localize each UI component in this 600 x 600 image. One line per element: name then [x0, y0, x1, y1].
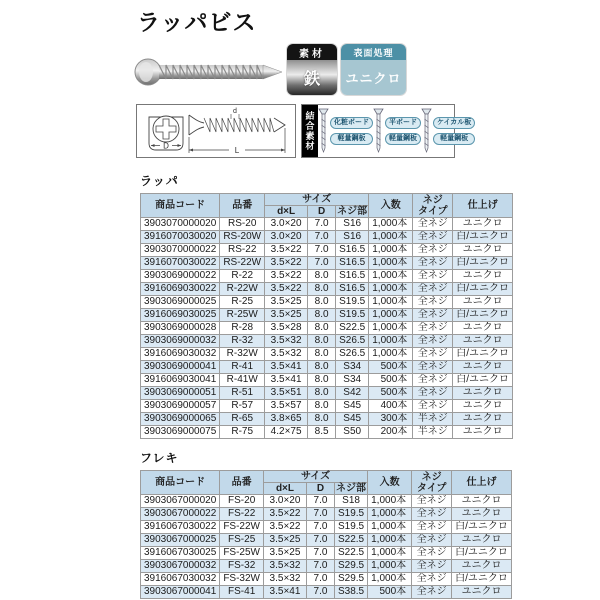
- table-cell: R-41: [220, 361, 265, 374]
- table-cell: 1,000本: [369, 309, 413, 322]
- table-row: [141, 231, 513, 244]
- fureki-table: [140, 470, 512, 599]
- table-cell: 400本: [369, 400, 413, 413]
- table-cell: 7.0: [308, 231, 336, 244]
- table-row: [141, 573, 512, 586]
- col-header-finish: 仕上げ: [452, 471, 512, 495]
- table-cell: 3903067000025: [141, 534, 220, 547]
- col-header-thread: ネジ部: [336, 483, 367, 494]
- table-cell: R-28: [220, 322, 265, 335]
- table-cell: 1,000本: [368, 547, 412, 560]
- vertical-screw-icon: [373, 108, 384, 154]
- table-cell: 3903067000022: [141, 508, 220, 521]
- table-cell: 全ネジ: [412, 534, 452, 547]
- table-cell: 7.0: [306, 495, 334, 508]
- table-row: [141, 521, 512, 534]
- table-cell: 3903069000028: [141, 322, 220, 335]
- material-badge: [287, 44, 337, 95]
- table-cell: S42: [336, 387, 369, 400]
- table-cell: 1,000本: [369, 244, 413, 257]
- table-cell: 3.5×25: [263, 547, 306, 560]
- table-cell: 3903067000020: [141, 495, 220, 508]
- table-cell: 3.5×41: [265, 374, 308, 387]
- table-cell: 1,000本: [369, 270, 413, 283]
- table-cell: S22.5: [334, 534, 367, 547]
- table-cell: 全ネジ: [412, 547, 452, 560]
- table-cell: ユニクロ: [453, 322, 513, 335]
- table-cell: 3903067000041: [141, 586, 220, 599]
- col-header-d: D: [308, 206, 336, 218]
- col-header-type: ネジ タイプ: [412, 471, 452, 495]
- table-cell: S16.5: [336, 270, 369, 283]
- table-cell: 全ネジ: [413, 309, 453, 322]
- table-row: [141, 309, 513, 322]
- table-cell: 4.2×75: [265, 426, 308, 439]
- rappa-table-title: ラッパ: [140, 174, 179, 188]
- table-cell: 1,000本: [369, 218, 413, 231]
- table-row: [141, 508, 512, 521]
- table-cell: 白/ユニクロ: [453, 231, 513, 244]
- table-cell: 全ネジ: [413, 257, 453, 270]
- table-cell: 全ネジ: [412, 521, 452, 534]
- table-cell: 白/ユニクロ: [452, 521, 512, 534]
- fureki-section: [140, 449, 512, 599]
- table-row: [141, 400, 513, 413]
- table-cell: 全ネジ: [413, 244, 453, 257]
- table-cell: 3.8×65: [265, 413, 308, 426]
- table-cell: 3.0×20: [265, 218, 308, 231]
- table-cell: 500本: [368, 586, 412, 599]
- table-cell: ユニクロ: [453, 400, 513, 413]
- table-cell: 全ネジ: [412, 573, 452, 586]
- table-cell: 7.0: [306, 586, 334, 599]
- table-cell: R-41W: [220, 374, 265, 387]
- table-cell: 500本: [369, 374, 413, 387]
- col-header-type: ネジ タイプ: [413, 194, 453, 218]
- col-header-qty: 入数: [369, 194, 413, 218]
- table-cell: ユニクロ: [453, 426, 513, 439]
- header-row: [141, 194, 513, 206]
- table-cell: 7.0: [308, 257, 336, 270]
- table-cell: 3916069030022: [141, 283, 220, 296]
- table-cell: 1,000本: [369, 283, 413, 296]
- table-row: [141, 361, 513, 374]
- table-cell: 3.5×22: [265, 270, 308, 283]
- table-cell: 500本: [369, 387, 413, 400]
- table-cell: 白/ユニクロ: [453, 348, 513, 361]
- table-cell: 1,000本: [368, 573, 412, 586]
- col-header-d: D: [306, 483, 334, 495]
- table-cell: FS-25: [220, 534, 264, 547]
- table-cell: 全ネジ: [412, 508, 452, 521]
- table-cell: 8.0: [308, 374, 336, 387]
- table-cell: 3903069000032: [141, 335, 220, 348]
- joint-materials-panel: [301, 104, 472, 158]
- table-row: [141, 244, 513, 257]
- table-cell: 全ネジ: [413, 322, 453, 335]
- table-cell: 200本: [369, 426, 413, 439]
- table-cell: S16: [336, 231, 369, 244]
- col-header-code: 商品コード: [141, 194, 220, 218]
- table-cell: S45: [336, 413, 369, 426]
- joint-chip-top: 平ボード: [385, 117, 421, 129]
- table-cell: 8.0: [308, 322, 336, 335]
- diagram-label-D: D: [163, 141, 169, 151]
- table-row: [141, 426, 513, 439]
- table-cell: S38.5: [334, 586, 367, 599]
- table-cell: 全ネジ: [413, 270, 453, 283]
- table-cell: 1,000本: [369, 335, 413, 348]
- table-cell: 3916070030020: [141, 231, 220, 244]
- vertical-screw-icon: [421, 108, 432, 154]
- table-cell: 全ネジ: [413, 387, 453, 400]
- table-cell: 1,000本: [369, 296, 413, 309]
- table-cell: 全ネジ: [413, 400, 453, 413]
- table-cell: R-25: [220, 296, 265, 309]
- surface-badge-value: ユニクロ: [341, 60, 406, 95]
- table-row: [141, 387, 513, 400]
- table-cell: 白/ユニクロ: [453, 309, 513, 322]
- table-cell: FS-32: [220, 560, 264, 573]
- table-cell: 7.0: [306, 573, 334, 586]
- table-cell: 8.0: [308, 270, 336, 283]
- table-cell: 半ネジ: [413, 426, 453, 439]
- table-cell: 3.5×32: [263, 560, 306, 573]
- table-cell: 3903069000025: [141, 296, 220, 309]
- table-cell: 3.5×22: [263, 508, 306, 521]
- table-cell: FS-22W: [220, 521, 264, 534]
- table-cell: 全ネジ: [413, 361, 453, 374]
- table-cell: S22.5: [336, 322, 369, 335]
- table-cell: R-32: [220, 335, 265, 348]
- table-cell: ユニクロ: [452, 508, 512, 521]
- table-cell: S16.5: [336, 244, 369, 257]
- col-header-part: 品番: [220, 471, 264, 495]
- table-cell: 7.0: [308, 244, 336, 257]
- table-cell: RS-22W: [220, 257, 265, 270]
- table-row: [141, 335, 513, 348]
- table-cell: 3916069030032: [141, 348, 220, 361]
- table-cell: 1,000本: [368, 560, 412, 573]
- joint-group: [373, 108, 421, 154]
- table-cell: FS-25W: [220, 547, 264, 560]
- surface-badge-label: 表面処理: [341, 44, 406, 60]
- table-cell: 3.5×25: [265, 296, 308, 309]
- table-cell: ユニクロ: [452, 560, 512, 573]
- table-row: [141, 413, 513, 426]
- table-cell: ユニクロ: [452, 534, 512, 547]
- table-row: [141, 560, 512, 573]
- table-cell: 3.5×32: [265, 335, 308, 348]
- table-cell: 8.0: [308, 335, 336, 348]
- table-cell: 3.5×32: [263, 573, 306, 586]
- screw-photo: [133, 51, 285, 93]
- table-row: [141, 348, 513, 361]
- table-cell: S16.5: [336, 283, 369, 296]
- material-badge-label: 素材: [287, 44, 337, 60]
- col-header-size: サイズ: [265, 194, 369, 206]
- table-cell: 3903070000022: [141, 244, 220, 257]
- surface-badge: [341, 44, 406, 95]
- table-cell: 半ネジ: [413, 413, 453, 426]
- table-cell: FS-32W: [220, 573, 264, 586]
- table-cell: 1,000本: [369, 257, 413, 270]
- table-cell: 白/ユニクロ: [453, 374, 513, 387]
- col-header-size: サイズ: [263, 471, 367, 483]
- joint-group: [421, 108, 475, 154]
- rappa-table: [140, 193, 513, 439]
- table-cell: S45: [336, 400, 369, 413]
- table-cell: ユニクロ: [453, 335, 513, 348]
- table-cell: R-75: [220, 426, 265, 439]
- table-cell: ユニクロ: [453, 270, 513, 283]
- table-cell: 300本: [369, 413, 413, 426]
- table-cell: S19.5: [336, 296, 369, 309]
- table-cell: 8.0: [308, 361, 336, 374]
- table-cell: 1,000本: [368, 534, 412, 547]
- header-row: [141, 471, 512, 483]
- col-header-dxl: d×L: [263, 483, 306, 495]
- joint-chip-top: ケイカル板: [433, 117, 475, 129]
- table-row: [141, 270, 513, 283]
- col-header-qty: 入数: [368, 471, 412, 495]
- table-cell: 全ネジ: [413, 348, 453, 361]
- table-cell: 1,000本: [369, 322, 413, 335]
- table-cell: S29.5: [334, 560, 367, 573]
- joint-groups: [318, 105, 475, 157]
- table-cell: 3903070000020: [141, 218, 220, 231]
- table-cell: S50: [336, 426, 369, 439]
- rappa-section: [140, 172, 513, 439]
- table-cell: R-65: [220, 413, 265, 426]
- table-row: [141, 374, 513, 387]
- col-header-code: 商品コード: [141, 471, 220, 495]
- table-cell: S34: [336, 374, 369, 387]
- table-cell: S18: [334, 495, 367, 508]
- table-cell: S19.5: [334, 508, 367, 521]
- table-cell: FS-20: [220, 495, 264, 508]
- diagram-label-d: d: [233, 108, 237, 115]
- table-cell: 1,000本: [368, 495, 412, 508]
- table-cell: 3.5×57: [265, 400, 308, 413]
- fureki-table-title: フレキ: [140, 451, 179, 465]
- table-cell: 白/ユニクロ: [453, 257, 513, 270]
- table-cell: 3.5×28: [265, 322, 308, 335]
- joint-chip-bottom: 軽量鋼板: [433, 133, 475, 145]
- table-row: [141, 534, 512, 547]
- table-cell: 3903069000022: [141, 270, 220, 283]
- table-cell: 8.0: [308, 387, 336, 400]
- joint-materials-label: 結合素材: [302, 105, 318, 157]
- col-header-finish: 仕上げ: [453, 194, 513, 218]
- table-cell: 8.0: [308, 413, 336, 426]
- table-cell: R-22W: [220, 283, 265, 296]
- table-cell: ユニクロ: [453, 387, 513, 400]
- table-cell: 3916069030025: [141, 309, 220, 322]
- table-cell: S19.5: [334, 521, 367, 534]
- table-cell: 8.0: [308, 400, 336, 413]
- material-badge-value: 鉄: [287, 60, 337, 95]
- table-row: [141, 283, 513, 296]
- table-cell: R-57: [220, 400, 265, 413]
- table-cell: ユニクロ: [453, 361, 513, 374]
- table-cell: R-25W: [220, 309, 265, 322]
- col-header-dxl: d×L: [265, 206, 308, 218]
- joint-chip-bottom: 軽量鋼板: [330, 133, 373, 145]
- table-cell: 3916067030025: [141, 547, 220, 560]
- table-cell: 全ネジ: [413, 218, 453, 231]
- table-cell: S26.5: [336, 348, 369, 361]
- table-cell: 3.5×25: [263, 534, 306, 547]
- table-cell: 1,000本: [368, 508, 412, 521]
- table-cell: 8.0: [308, 309, 336, 322]
- table-cell: 3916067030032: [141, 573, 220, 586]
- table-cell: 1,000本: [369, 348, 413, 361]
- table-cell: RS-20W: [220, 231, 265, 244]
- table-cell: 全ネジ: [412, 586, 452, 599]
- table-cell: 3903069000065: [141, 413, 220, 426]
- table-cell: FS-41: [220, 586, 264, 599]
- table-cell: ユニクロ: [453, 413, 513, 426]
- table-cell: 7.0: [306, 560, 334, 573]
- table-cell: S34: [336, 361, 369, 374]
- table-cell: R-51: [220, 387, 265, 400]
- table-cell: 全ネジ: [412, 560, 452, 573]
- table-cell: 3.0×20: [263, 495, 306, 508]
- col-header-thread: ネジ部: [337, 206, 368, 217]
- table-cell: 3.5×32: [265, 348, 308, 361]
- table-cell: 8.5: [308, 426, 336, 439]
- table-cell: 3.5×41: [263, 586, 306, 599]
- table-cell: R-22: [220, 270, 265, 283]
- table-cell: S16: [336, 218, 369, 231]
- table-cell: 白/ユニクロ: [452, 573, 512, 586]
- table-cell: 7.0: [306, 521, 334, 534]
- table-cell: 3903067000032: [141, 560, 220, 573]
- table-cell: 3.5×41: [265, 361, 308, 374]
- table-cell: 7.0: [308, 218, 336, 231]
- table-row: [141, 218, 513, 231]
- table-cell: 3.5×22: [265, 283, 308, 296]
- table-cell: 白/ユニクロ: [453, 283, 513, 296]
- table-cell: 3903069000041: [141, 361, 220, 374]
- page-title: ラッパビス: [137, 9, 257, 35]
- table-cell: 7.0: [306, 547, 334, 560]
- table-cell: 全ネジ: [412, 495, 452, 508]
- table-cell: S19.5: [336, 309, 369, 322]
- table-cell: 全ネジ: [413, 374, 453, 387]
- table-cell: ユニクロ: [452, 495, 512, 508]
- table-cell: 1,000本: [369, 231, 413, 244]
- table-cell: ユニクロ: [453, 244, 513, 257]
- table-cell: 3903069000075: [141, 426, 220, 439]
- table-row: [141, 257, 513, 270]
- table-cell: 500本: [369, 361, 413, 374]
- table-cell: FS-22: [220, 508, 264, 521]
- table-cell: ユニクロ: [453, 296, 513, 309]
- table-cell: 全ネジ: [413, 283, 453, 296]
- table-cell: 3916070030022: [141, 257, 220, 270]
- table-cell: S29.5: [334, 573, 367, 586]
- table-cell: 8.0: [308, 283, 336, 296]
- table-cell: 3.5×22: [265, 257, 308, 270]
- table-cell: R-32W: [220, 348, 265, 361]
- table-row: [141, 322, 513, 335]
- diagram-label-L: L: [234, 146, 240, 155]
- table-cell: 8.0: [308, 348, 336, 361]
- table-cell: 全ネジ: [413, 296, 453, 309]
- table-cell: 全ネジ: [413, 335, 453, 348]
- table-cell: 8.0: [308, 296, 336, 309]
- table-cell: ユニクロ: [452, 586, 512, 599]
- col-header-part: 品番: [220, 194, 265, 218]
- table-cell: 3916067030022: [141, 521, 220, 534]
- table-cell: 3903069000051: [141, 387, 220, 400]
- table-cell: RS-20: [220, 218, 265, 231]
- table-cell: 3.5×22: [263, 521, 306, 534]
- vertical-screw-icon: [318, 108, 329, 154]
- table-cell: ユニクロ: [453, 218, 513, 231]
- table-cell: 3903069000057: [141, 400, 220, 413]
- table-cell: 白/ユニクロ: [452, 547, 512, 560]
- joint-chip-top: 化粧ボード: [330, 117, 373, 129]
- table-cell: S22.5: [334, 547, 367, 560]
- table-cell: RS-22: [220, 244, 265, 257]
- table-cell: 3916069030041: [141, 374, 220, 387]
- table-row: [141, 586, 512, 599]
- table-row: [141, 495, 512, 508]
- table-cell: 7.0: [306, 534, 334, 547]
- table-cell: S26.5: [336, 335, 369, 348]
- table-cell: 3.5×51: [265, 387, 308, 400]
- table-cell: 1,000本: [368, 521, 412, 534]
- table-cell: S16.5: [336, 257, 369, 270]
- joint-group: [318, 108, 373, 154]
- table-cell: 全ネジ: [413, 231, 453, 244]
- table-cell: 3.5×22: [265, 244, 308, 257]
- table-cell: 7.0: [306, 508, 334, 521]
- table-cell: 3.5×25: [265, 309, 308, 322]
- table-row: [141, 547, 512, 560]
- dimension-diagram: [136, 104, 296, 158]
- table-cell: 3.0×20: [265, 231, 308, 244]
- joint-chip-bottom: 軽量鋼板: [385, 133, 421, 145]
- table-row: [141, 296, 513, 309]
